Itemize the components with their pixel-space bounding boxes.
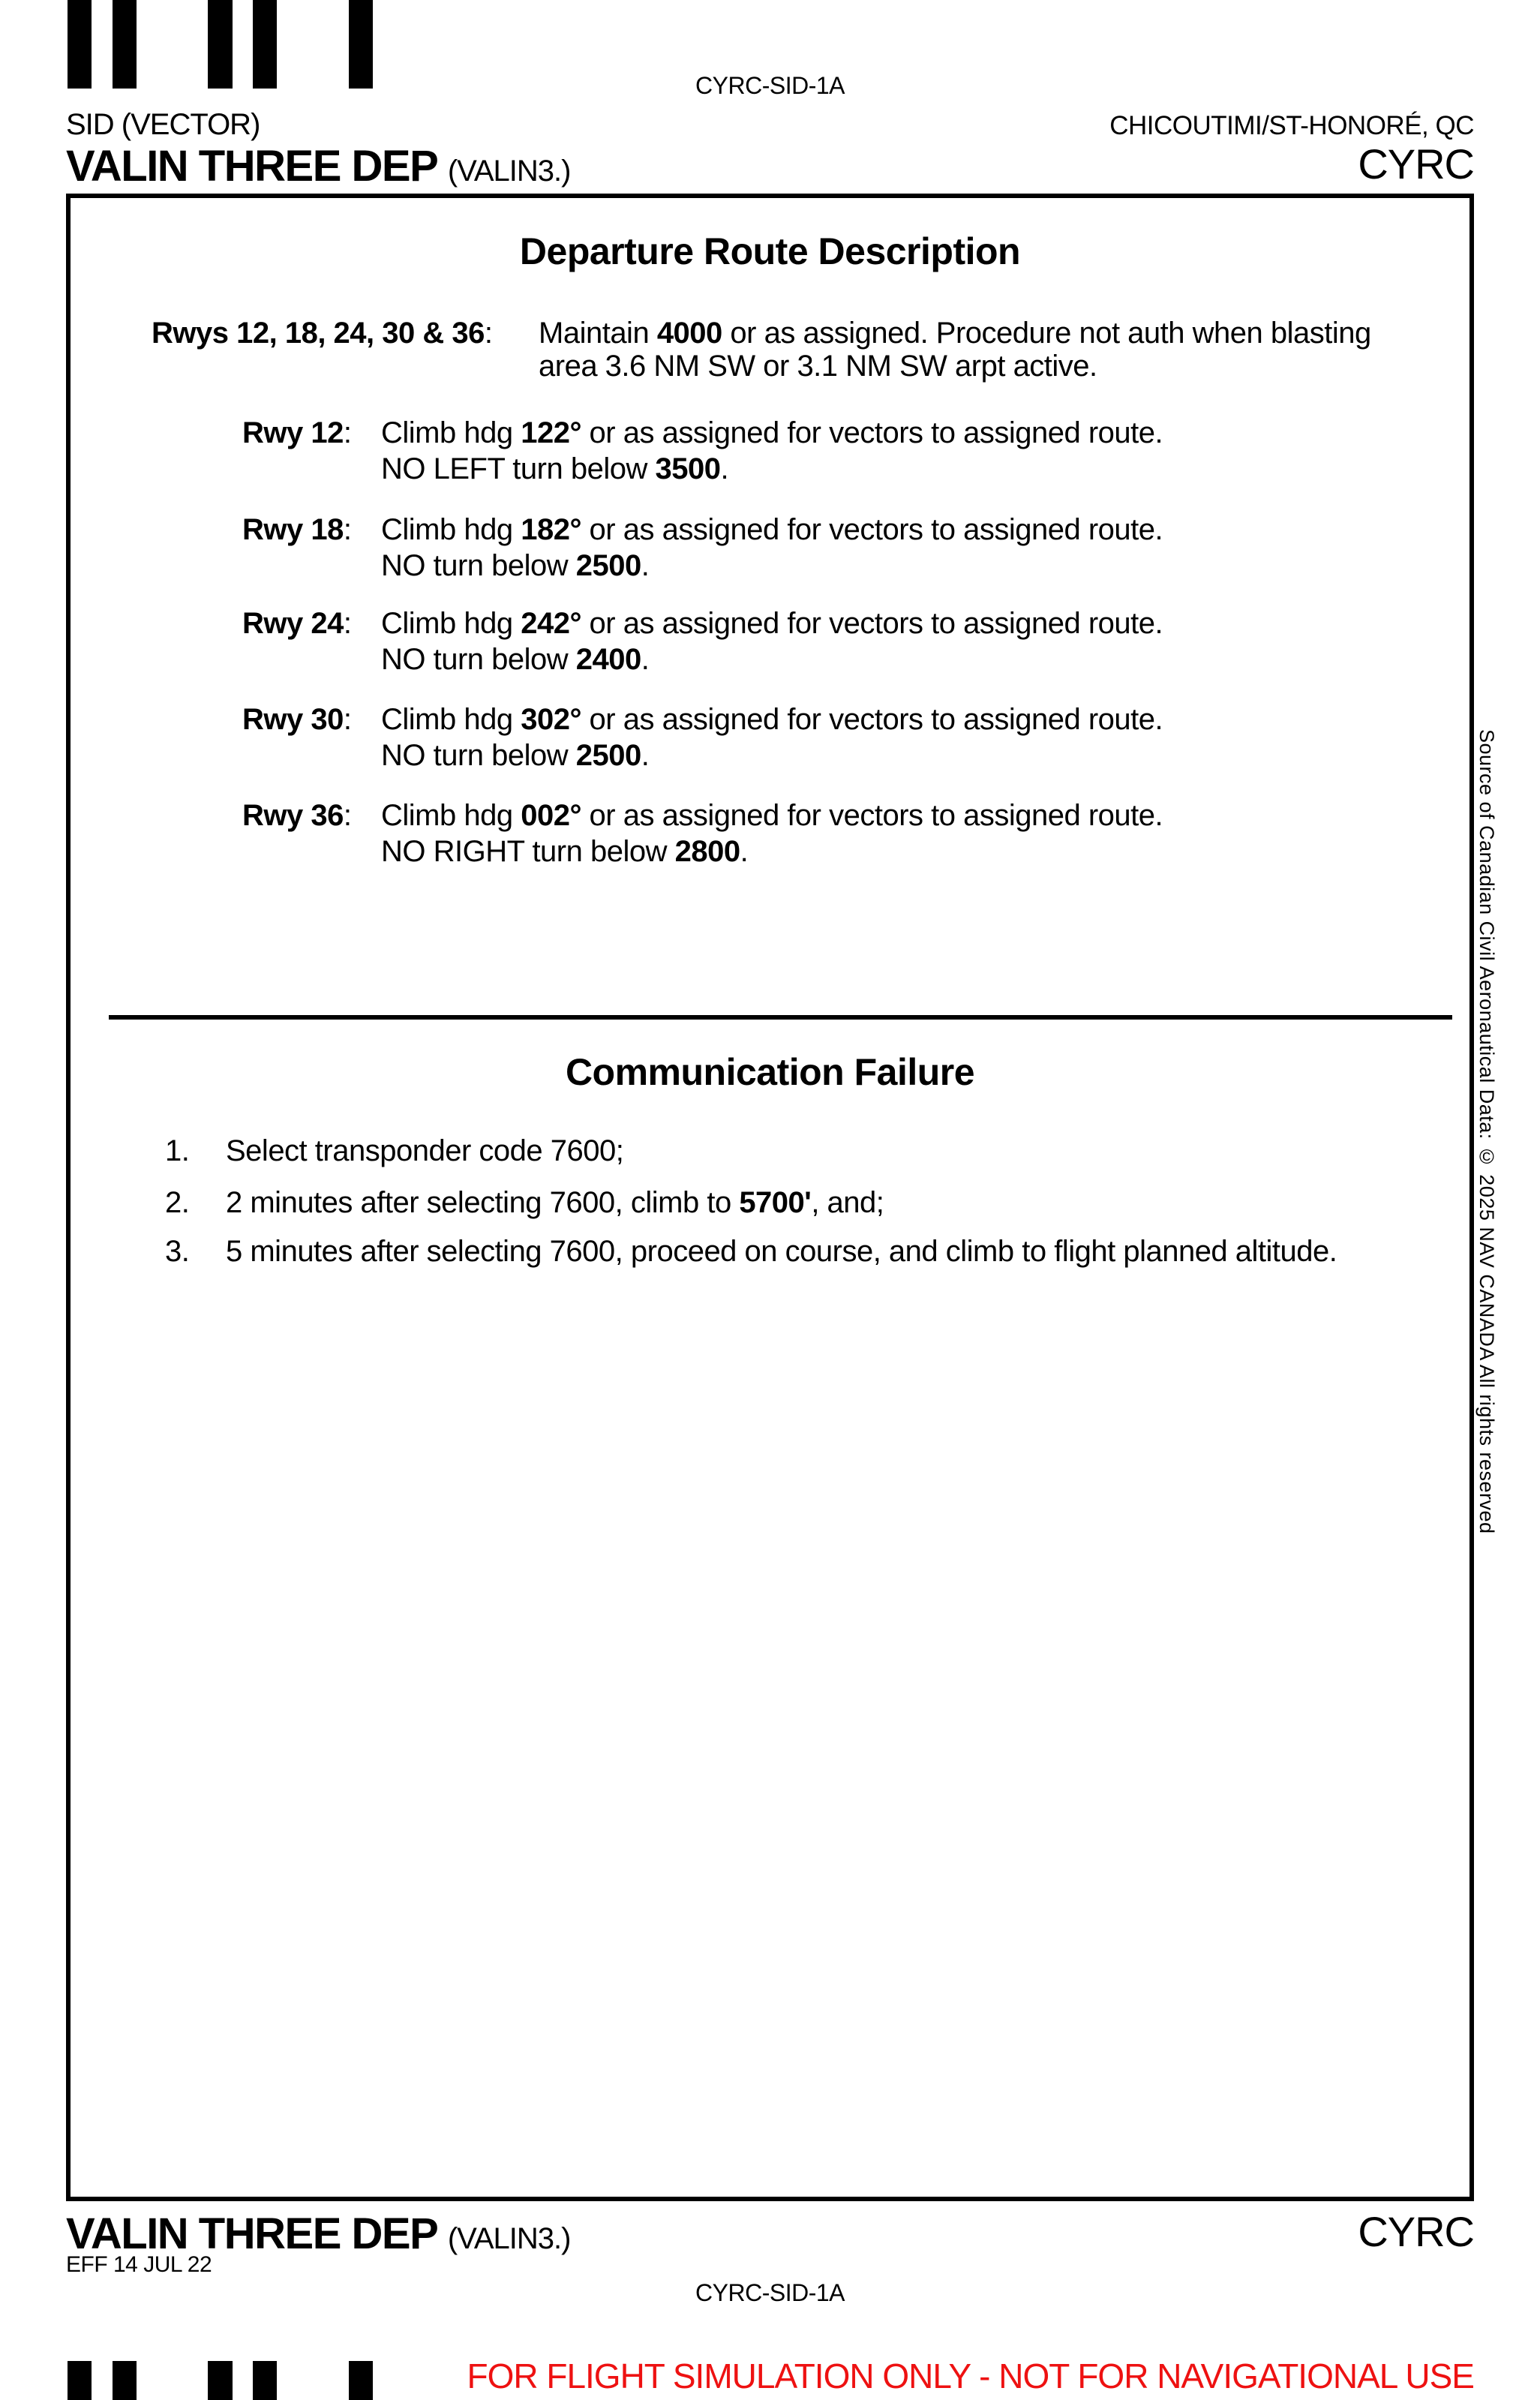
instruction-line: Climb hdg 182° or as assigned for vectors to assigned route. — [381, 513, 1163, 546]
all-runways-note — [152, 317, 1371, 383]
simulation-disclaimer: FOR FLIGHT SIMULATION ONLY - NOT FOR NAVIGATIONAL USE — [467, 2356, 1474, 2395]
runway-description — [381, 701, 1163, 773]
step-number: 3. — [165, 1235, 190, 1268]
registration-bar — [113, 2361, 137, 2400]
runway-description — [381, 605, 1163, 677]
airport-city: CHICOUTIMI/ST-HONORÉ, QC — [1109, 111, 1474, 140]
data-source-note: Source of Canadian Civil Aeronautical Data: © 2025 NAV CANADA All rights reserved — [1475, 729, 1498, 1534]
chart-code-bottom: CYRC-SID-1A — [695, 2279, 845, 2306]
procedure-name-suffix: (VALIN3.) — [447, 155, 571, 188]
runway-label: Rwy 12: — [242, 416, 352, 449]
section-divider — [109, 1015, 1452, 1020]
runway-36-instruction — [242, 797, 1163, 870]
step-number: 1. — [165, 1134, 190, 1167]
runway-30-instruction — [242, 701, 1163, 773]
step-text: Select transponder code 7600; — [226, 1134, 624, 1167]
registration-bar — [208, 2361, 233, 2400]
airport-code: CYRC — [1358, 140, 1474, 188]
footer-procedure-name-suffix: (VALIN3.) — [447, 2222, 571, 2255]
all-runways-description — [539, 317, 1371, 383]
instruction-line: NO turn below 2500. — [381, 549, 650, 582]
footer-airport-code: CYRC — [1358, 2208, 1474, 2255]
registration-bar — [68, 2361, 92, 2400]
instruction-line: Climb hdg 242° or as assigned for vectors to assigned route. — [381, 607, 1163, 640]
registration-bar — [349, 2361, 373, 2400]
runway-description — [381, 797, 1163, 870]
departure-route-description-title: Departure Route Description — [519, 230, 1021, 272]
instruction-line: Climb hdg 002° or as assigned for vectors to assigned route. — [381, 799, 1163, 832]
effective-date: EFF 14 JUL 22 — [66, 2252, 212, 2277]
runway-label: Rwy 18: — [242, 513, 352, 546]
procedure-text-box — [66, 194, 1474, 2201]
instruction-line: Climb hdg 122° or as assigned for vectors to assigned route. — [381, 416, 1163, 449]
runway-description — [381, 415, 1163, 487]
step-text: 5 minutes after selecting 7600, proceed on course, and climb to flight planned altitude. — [226, 1235, 1337, 1268]
runway-24-instruction — [242, 605, 1163, 677]
instruction-line: NO RIGHT turn below 2800. — [381, 835, 749, 868]
runway-label: Rwy 36: — [242, 799, 352, 832]
instruction-line: NO LEFT turn below 3500. — [381, 452, 729, 485]
runway-label: Rwy 30: — [242, 703, 352, 736]
comm-failure-step-3 — [165, 1233, 1337, 1269]
procedure-name: VALIN THREE DEP — [66, 142, 437, 191]
footer-procedure-name: VALIN THREE DEP — [66, 2209, 437, 2258]
step-text: 2 minutes after selecting 7600, climb to 5700', and; — [226, 1186, 884, 1219]
runway-18-instruction — [242, 512, 1163, 584]
comm-failure-step-2 — [165, 1185, 884, 1221]
note-line: area 3.6 NM SW or 3.1 NM SW arpt active. — [539, 350, 1097, 383]
instruction-line: NO turn below 2400. — [381, 643, 650, 676]
registration-bar — [253, 2361, 277, 2400]
step-number: 2. — [165, 1186, 190, 1219]
comm-failure-step-1 — [165, 1133, 623, 1169]
runway-12-instruction — [242, 415, 1163, 487]
all-runways-label: Rwys 12, 18, 24, 30 & 36: — [152, 317, 493, 350]
chart-code-top: CYRC-SID-1A — [695, 72, 845, 99]
note-line: Maintain 4000 or as assigned. Procedure not auth when blasting — [539, 317, 1371, 350]
instruction-line: NO turn below 2500. — [381, 739, 650, 772]
runway-label: Rwy 24: — [242, 607, 352, 640]
procedure-type: SID (VECTOR) — [66, 108, 260, 141]
runway-description — [381, 512, 1163, 584]
instruction-line: Climb hdg 302° or as assigned for vectors to assigned route. — [381, 703, 1163, 736]
communication-failure-title: Communication Failure — [565, 1051, 975, 1093]
